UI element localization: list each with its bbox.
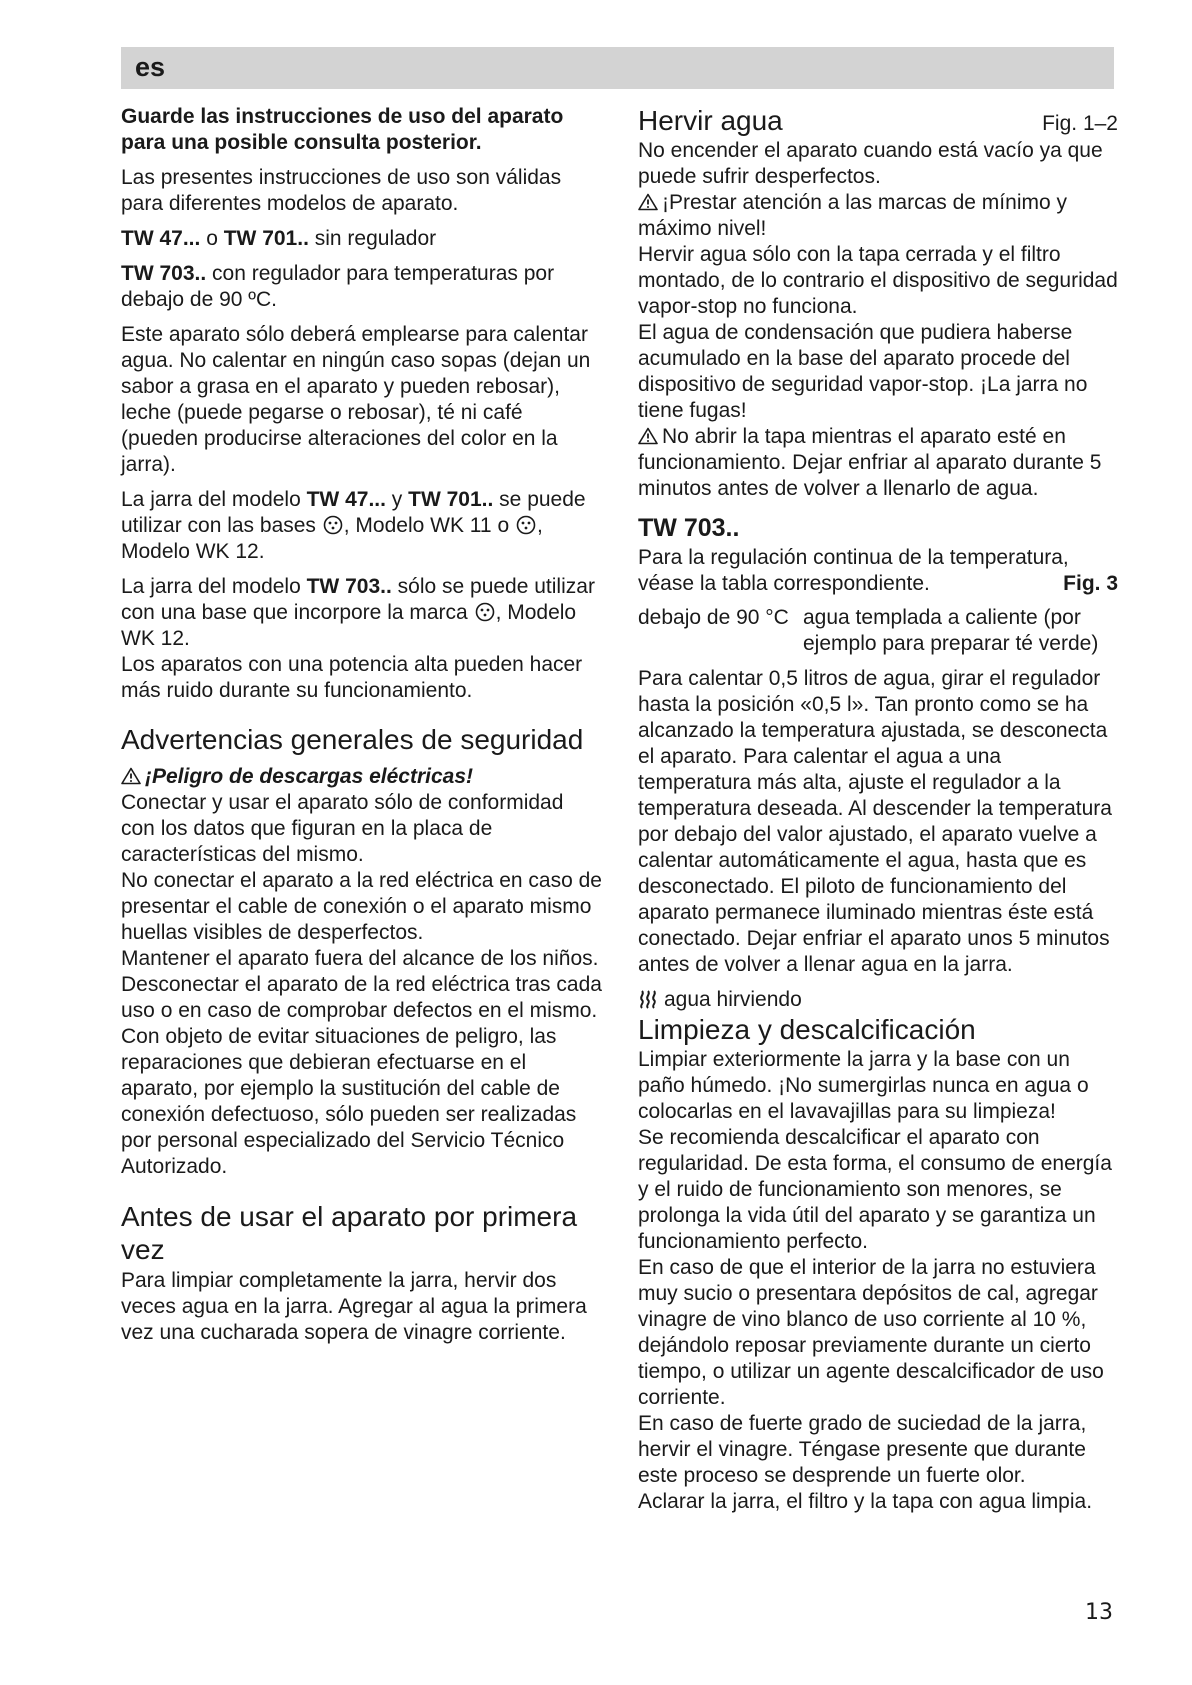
boil-warning: ¡Prestar atención a las marcas de mínimo y máximo nivel! bbox=[638, 191, 1067, 240]
regulator-paragraph: Para calentar 0,5 litros de agua, girar el regulador hasta la posición «0,5 l». Tan pronto como se ha alcanzado la temperatura ajustada, se desconecta el aparato. Para calentar el agua a una temperatura más alta, ajuste el regulador a la temperatura deseada. Al descender la temperatura por debajo del valor ajustado, el aparato vuelve a calentar automáticamente el agua, hasta que es desconectado. El piloto de funcionamiento del aparato permanece iluminado mientras éste está conectado. Dejar enfriar el aparato unos 5 minutos antes de volver a llenar agua en la jarra. bbox=[638, 667, 1112, 976]
language-bar bbox=[121, 47, 1114, 89]
cleaning-paragraph: Aclarar la jarra, el filtro y la tapa con agua limpia. bbox=[638, 1490, 1093, 1513]
tw703-line: TW 703.. con regulador para temperaturas por debajo de 90 ºC. bbox=[121, 262, 555, 311]
base-symbol-icon bbox=[475, 602, 495, 622]
safety-paragraph: Desconectar el aparato de la red eléctrica tras cada uso o en caso de comprobar defectos en el mismo. bbox=[121, 973, 602, 1022]
boil-heading-row bbox=[638, 104, 1118, 137]
usage-paragraph: Este aparato sólo deberá emplearse para calentar agua. No calentar en ningún caso sopas (dejan un sabor a grasa en el aparato y pueden rebosar), leche (puede pegarse o rebosar), té ni café (pueden producirse alteraciones del color en la jarra). bbox=[121, 323, 591, 476]
warning-triangle-icon bbox=[638, 427, 658, 445]
cleaning-heading: Limpieza y descalcificación bbox=[638, 1014, 976, 1045]
intro-bold: Guarde las instrucciones de uso del aparato para una posible consulta posterior. bbox=[121, 105, 564, 154]
temperature-table bbox=[638, 605, 1118, 657]
safety-paragraph: Con objeto de evitar situaciones de peligro, las reparaciones que debieran efectuarse en el aparato, por ejemplo la sustitución del cable de conexión defectuoso, sólo pueden ser realizadas por personal especializado del Servicio Técnico Autorizado. bbox=[121, 1025, 577, 1178]
language-tag: es bbox=[135, 52, 166, 82]
temperature-description: agua templada a caliente (por ejemplo para preparar té verde) bbox=[803, 606, 1099, 655]
left-column bbox=[121, 104, 603, 1346]
first-use-heading: Antes de usar el aparato por primera vez bbox=[121, 1201, 578, 1265]
base-symbol-icon bbox=[323, 515, 343, 535]
boil-warning: No abrir la tapa mientras el aparato esté en funcionamiento. Dejar enfriar al aparato durante 5 minutos antes de volver a llenarlo de agua. bbox=[638, 425, 1102, 500]
safety-paragraph: No conectar el aparato a la red eléctrica en caso de presentar el cable de conexión o el aparato mismo huellas visibles de desperfectos. bbox=[121, 869, 602, 944]
tw703-heading: TW 703.. bbox=[638, 514, 740, 542]
safety-heading: Advertencias generales de seguridad bbox=[121, 724, 584, 755]
temperature-label: debajo de 90 °C bbox=[638, 606, 789, 629]
jarra-compat-2: La jarra del modelo TW 703.. sólo se puede utilizar con una base que incorpore la marca , Modelo WK 12. bbox=[121, 575, 595, 650]
boiling-row: agua hirviendo bbox=[638, 987, 1118, 1013]
base-symbol-icon bbox=[516, 515, 536, 535]
figure-reference: Fig. 3 bbox=[1063, 572, 1118, 595]
danger-title: ¡Peligro de descargas eléctricas! bbox=[121, 764, 603, 790]
warning-triangle-icon bbox=[121, 767, 141, 785]
boil-paragraph: El agua de condensación que pudiera haberse acumulado en la base del aparato procede del dispositivo de seguridad vapor-stop. ¡La jarra no tiene fugas! bbox=[638, 321, 1088, 422]
page-number: 13 bbox=[1085, 1600, 1113, 1625]
jarra-compat-1: La jarra del modelo TW 47... y TW 701.. se puede utilizar con las bases , Modelo WK 11 o , Modelo WK 12. bbox=[121, 488, 586, 563]
first-use-paragraph: Para limpiar completamente la jarra, hervir dos veces agua en la jarra. Agregar al agua la primera vez una cucharada sopera de vinagre corriente. bbox=[121, 1269, 587, 1344]
models-line: TW 47... o TW 701.. sin regulador bbox=[121, 227, 437, 250]
cleaning-paragraph: En caso de que el interior de la jarra no estuviera muy sucio o presentara depósitos de cal, agregar vinagre de vino blanco de uso corriente al 10 %, dejándolo reposar previamente durante un cierto tiempo, o utilizar un agente descalcificador de uso corriente. bbox=[638, 1256, 1104, 1409]
valid-for-text: Las presentes instrucciones de uso son válidas para diferentes modelos de aparato. bbox=[121, 166, 562, 215]
cleaning-paragraph: Limpiar exteriormente la jarra y la base con un paño húmedo. ¡No sumergirlas nunca en agua o colocarlas en el lavavajillas para su limpieza! bbox=[638, 1048, 1089, 1123]
safety-paragraph: Conectar y usar el aparato sólo de conformidad con los datos que figuran en la placa de características del mismo. bbox=[121, 791, 564, 866]
warning-triangle-icon bbox=[638, 193, 658, 211]
figure-reference: Fig. 1–2 bbox=[1042, 112, 1118, 135]
tw703-intro: Para la regulación continua de la temperatura, véase la tabla correspondiente. bbox=[638, 546, 1069, 595]
boil-paragraph: No encender el aparato cuando está vacío ya que puede sufrir desperfectos. bbox=[638, 139, 1103, 188]
right-column bbox=[638, 104, 1118, 1515]
cleaning-paragraph: Se recomienda descalcificar el aparato con regularidad. De esta forma, el consumo de energía y el ruido de funcionamiento son menores, se prolonga la vida útil del aparato y se garantiza un funcionamiento perfecto. bbox=[638, 1126, 1112, 1253]
boil-heading: Hervir agua bbox=[638, 105, 783, 136]
safety-paragraph: Mantener el aparato fuera del alcance de los niños. bbox=[121, 947, 599, 970]
cleaning-paragraph: En caso de fuerte grado de suciedad de la jarra, hervir el vinagre. Téngase presente que durante este proceso se desprende un fuerte olor. bbox=[638, 1412, 1087, 1487]
boil-paragraph: Hervir agua sólo con la tapa cerrada y el filtro montado, de lo contrario el dispositivo de seguridad vapor-stop no funciona. bbox=[638, 243, 1118, 318]
noise-paragraph: Los aparatos con una potencia alta pueden hacer más ruido durante su funcionamiento. bbox=[121, 653, 583, 702]
steam-icon bbox=[638, 989, 658, 1009]
